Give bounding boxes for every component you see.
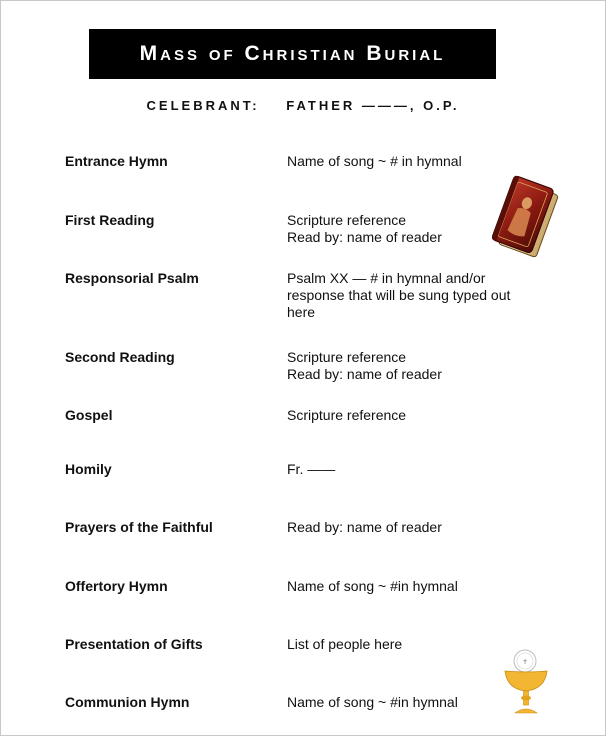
svg-text:✝: ✝ [522,658,528,666]
program-part-detail [287,461,537,478]
program-part-label: Prayers of the Faithful [65,519,213,535]
program-part-detail [287,153,537,170]
program-part-label: Gospel [65,407,113,423]
program-part-detail [287,519,537,536]
program-part-label: Responsorial Psalm [65,270,199,286]
program-part-detail [287,407,537,424]
detail-line: Name of song ~ # in hymnal [287,153,462,169]
celebrant-line [1,98,605,113]
detail-line: Read by: name of reader [287,366,442,382]
celebrant-label: CELEBRANT: [146,98,260,113]
program-part-label: Homily [65,461,112,477]
program-part-label: Communion Hymn [65,694,190,710]
program-part-detail [287,636,537,653]
detail-line: Scripture reference [287,349,407,365]
program-part-label: Entrance Hymn [65,153,168,169]
detail-line: List of people here [287,636,403,652]
program-part-detail [287,270,527,321]
program-part-detail [287,578,537,595]
detail-line: Name of song ~ #in hymnal [287,578,458,594]
page-title: Mass of Christian Burial [139,42,446,65]
chalice-host-icon [501,647,551,717]
bible-book-icon [487,173,561,261]
title-banner [89,29,496,79]
program-part-detail [287,694,537,711]
program-part-label: Presentation of Gifts [65,636,203,652]
program-part-label: Offertory Hymn [65,578,168,594]
detail-line: Fr. —— [287,461,336,477]
detail-line: Name of song ~ #in hymnal [287,694,458,710]
detail-line: Scripture reference [287,407,407,423]
detail-line: Psalm XX — # in hymnal and/or response that will be sung typed out here [287,270,511,320]
program-part-label: Second Reading [65,349,175,365]
program-part-detail [287,349,537,383]
detail-line: Read by: name of reader [287,229,442,245]
celebrant-name: FATHER ———, O.P. [286,98,460,113]
detail-line: Read by: name of reader [287,519,442,535]
program-part-label: First Reading [65,212,155,228]
detail-line: Scripture reference [287,212,407,228]
